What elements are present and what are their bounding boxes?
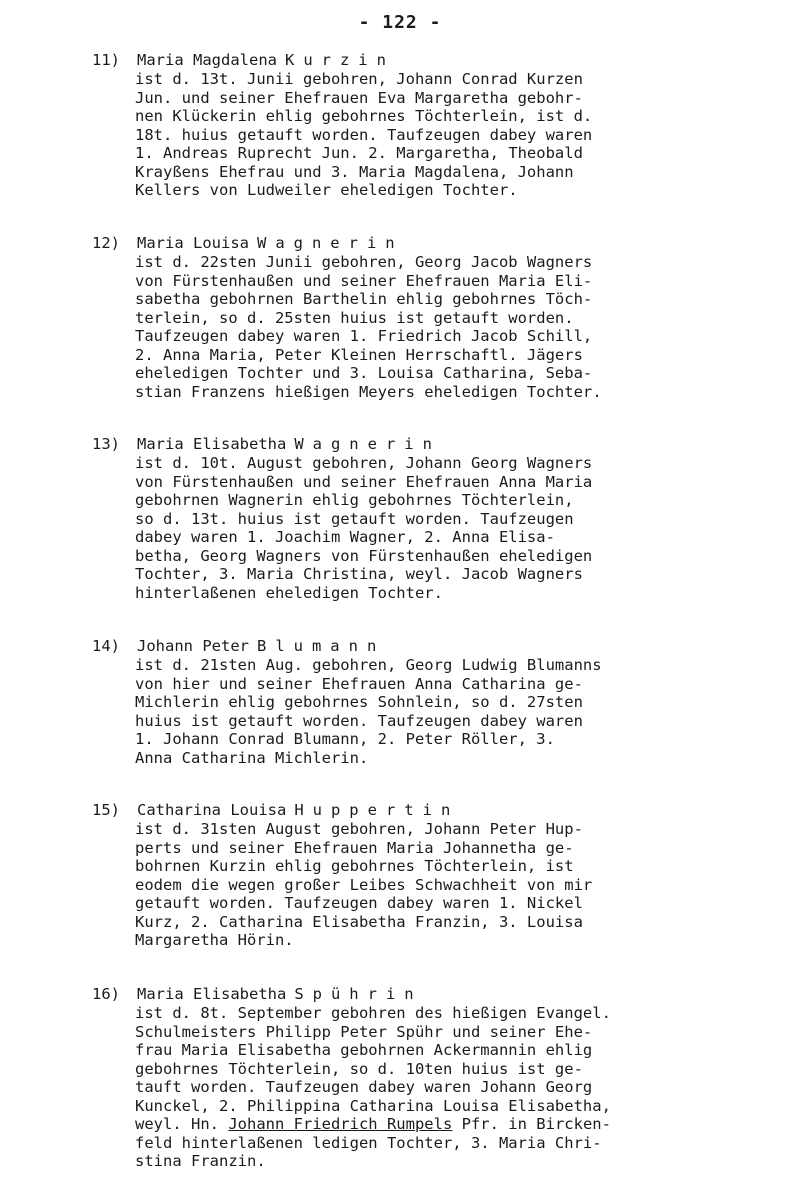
entry-number: 13) [92, 435, 120, 453]
entry-number: 12) [92, 234, 120, 252]
underlined-name: Johann Friedrich Rumpels [228, 1115, 453, 1133]
entry-given-names: Johann Peter [137, 637, 249, 655]
entry-text-line: ist d. 31sten August gebohren, Johann Peter Hup- [135, 820, 583, 838]
entry-text [135, 253, 742, 401]
entry-given-names: Maria Louisa [137, 234, 249, 252]
entry-text-line: Tochter, 3. Maria Christina, weyl. Jacob Wagners [135, 565, 583, 583]
entry-text-line: 2. Anna Maria, Peter Kleinen Herrschaftl. Jägers [135, 345, 583, 364]
entry-text-line: Kellers von Ludweiler eheledigen Tochter. [135, 181, 518, 199]
entry-text-line: stian Franzens hießigen Meyers eheledigen Tochter. [135, 382, 602, 401]
entry-text-line: ist d. 8t. September gebohren des hießigen Evangel. [135, 1004, 611, 1022]
entry-heading [92, 800, 742, 820]
baptism-entry [92, 233, 742, 401]
entry-surname: Kurzin [284, 51, 395, 69]
entry-surname: Huppertin [294, 801, 460, 819]
entry-given-names: Maria Magdalena [137, 51, 277, 69]
entry-text-line: sabetha gebohrnen Barthelin ehlig gebohrnes Töch- [135, 290, 593, 308]
entry-text-line: ist d. 21sten Aug. gebohren, Georg Ludwig Blumanns [135, 656, 602, 674]
entry-text [135, 454, 742, 602]
entry-text-line: gebohrnen Wagnerin ehlig gebohrnes Töchterlein, [135, 491, 574, 509]
entry-text-line: nen Klückerin ehlig gebohrnes Töchterlein, ist d. [135, 107, 593, 125]
entry-text [135, 820, 742, 950]
entry-text-line: perts und seiner Ehefrauen Maria Johannetha ge- [135, 838, 574, 857]
entry-heading [92, 233, 742, 253]
entry-surname: Blumann [256, 637, 386, 655]
entry-text [135, 70, 742, 200]
baptism-entry [92, 50, 742, 200]
entry-text-line: Jun. und seiner Ehefrauen Eva Margaretha gebohr- [135, 88, 583, 107]
entry-text-line: Taufzeugen dabey waren 1. Friedrich Jacob Schill, [135, 327, 593, 345]
entry-text-line: von Fürstenhaußen und seiner Ehefrauen Anna Maria [135, 472, 593, 491]
entry-text-line: von Fürstenhaußen und seiner Ehefrauen Maria Eli- [135, 271, 593, 290]
entry-text-line: weyl. Hn. Johann Friedrich Rumpels Pfr. in Bircken- [135, 1115, 611, 1133]
entry-given-names: Maria Elisabetha [137, 435, 287, 453]
entry-text-line: so d. 13t. huius ist getauft worden. Taufzeugen [135, 509, 574, 528]
entry-heading [92, 636, 742, 656]
page-number: - 122 - [358, 12, 442, 33]
baptism-entry [92, 984, 742, 1171]
entry-heading [92, 434, 742, 454]
entry-surname: Wagnerin [294, 435, 441, 453]
baptism-entry [92, 636, 742, 767]
entry-text-line: eodem die wegen großer Leibes Schwachheit von mir [135, 875, 593, 894]
entry-number: 15) [92, 801, 120, 819]
entry-text-line: Kunckel, 2. Philippina Catharina Louisa Elisabetha, [135, 1096, 611, 1115]
entry-text-line: Michlerin ehlig gebohrnes Sohnlein, so d. 27sten [135, 693, 583, 711]
entry-text-line: 1. Johann Conrad Blumann, 2. Peter Röller, 3. [135, 730, 555, 748]
entry-given-names: Catharina Louisa [137, 801, 287, 819]
baptism-entry [92, 800, 742, 950]
entry-text [135, 656, 742, 767]
entry-text-line: ist d. 13t. Junii gebohren, Johann Conrad Kurzen [135, 70, 583, 88]
entry-surname: Spührin [294, 985, 423, 1003]
entry-number: 14) [92, 637, 120, 655]
entry-text-line: betha, Georg Wagners von Fürstenhaußen eheledigen [135, 546, 593, 565]
entry-heading [92, 50, 742, 70]
entry-text-line: von hier und seiner Ehefrauen Anna Catharina ge- [135, 674, 583, 693]
entry-text-line: ist d. 10t. August gebohren, Johann Georg Wagners [135, 454, 593, 472]
entry-text-line: feld hinterlaßenen ledigen Tochter, 3. Maria Chri- [135, 1133, 602, 1152]
entry-text-line: Schulmeisters Philipp Peter Spühr und seiner Ehe- [135, 1022, 593, 1041]
entry-text-line: ist d. 22sten Junii gebohren, Georg Jacob Wagners [135, 253, 593, 271]
entry-text-line: stina Franzin. [135, 1152, 266, 1170]
entry-text [135, 1004, 742, 1171]
entry-text-line: tauft worden. Taufzeugen dabey waren Johann Georg [135, 1078, 593, 1096]
entry-text-line: Anna Catharina Michlerin. [135, 748, 369, 767]
entry-text-line: 1. Andreas Ruprecht Jun. 2. Margaretha, Theobald [135, 144, 583, 162]
entry-text-line: Krayßens Ehefrau und 3. Maria Magdalena, Johann [135, 162, 574, 181]
entry-heading [92, 984, 742, 1004]
entry-text-line: bohrnen Kurzin ehlig gebohrnes Töchterlein, ist [135, 857, 574, 875]
entry-given-names: Maria Elisabetha [137, 985, 287, 1003]
baptism-entry [92, 434, 742, 602]
entry-text-line: gebohrnes Töchterlein, so d. 10ten huius ist ge- [135, 1059, 583, 1078]
entry-text-line: eheledigen Tochter und 3. Louisa Catharina, Seba- [135, 364, 593, 382]
entry-text-line: terlein, so d. 25sten huius ist getauft worden. [135, 308, 574, 327]
entry-text-line: Margaretha Hörin. [135, 931, 294, 949]
entry-surname: Wagnerin [256, 234, 404, 252]
entry-number: 11) [92, 51, 120, 69]
entry-text-line: Kurz, 2. Catharina Elisabetha Franzin, 3. Louisa [135, 912, 583, 931]
entry-number: 16) [92, 985, 120, 1003]
entry-text-line: dabey waren 1. Joachim Wagner, 2. Anna Elisa- [135, 528, 555, 546]
entry-text-line: 18t. huius getauft worden. Taufzeugen dabey waren [135, 125, 593, 144]
entry-text-line: frau Maria Elisabetha gebohrnen Ackermannin ehlig [135, 1041, 593, 1059]
entry-text-line: hinterlaßenen eheledigen Tochter. [135, 583, 443, 602]
entry-text-line: huius ist getauft worden. Taufzeugen dabey waren [135, 711, 583, 730]
entry-text-line: getauft worden. Taufzeugen dabey waren 1. Nickel [135, 894, 583, 912]
